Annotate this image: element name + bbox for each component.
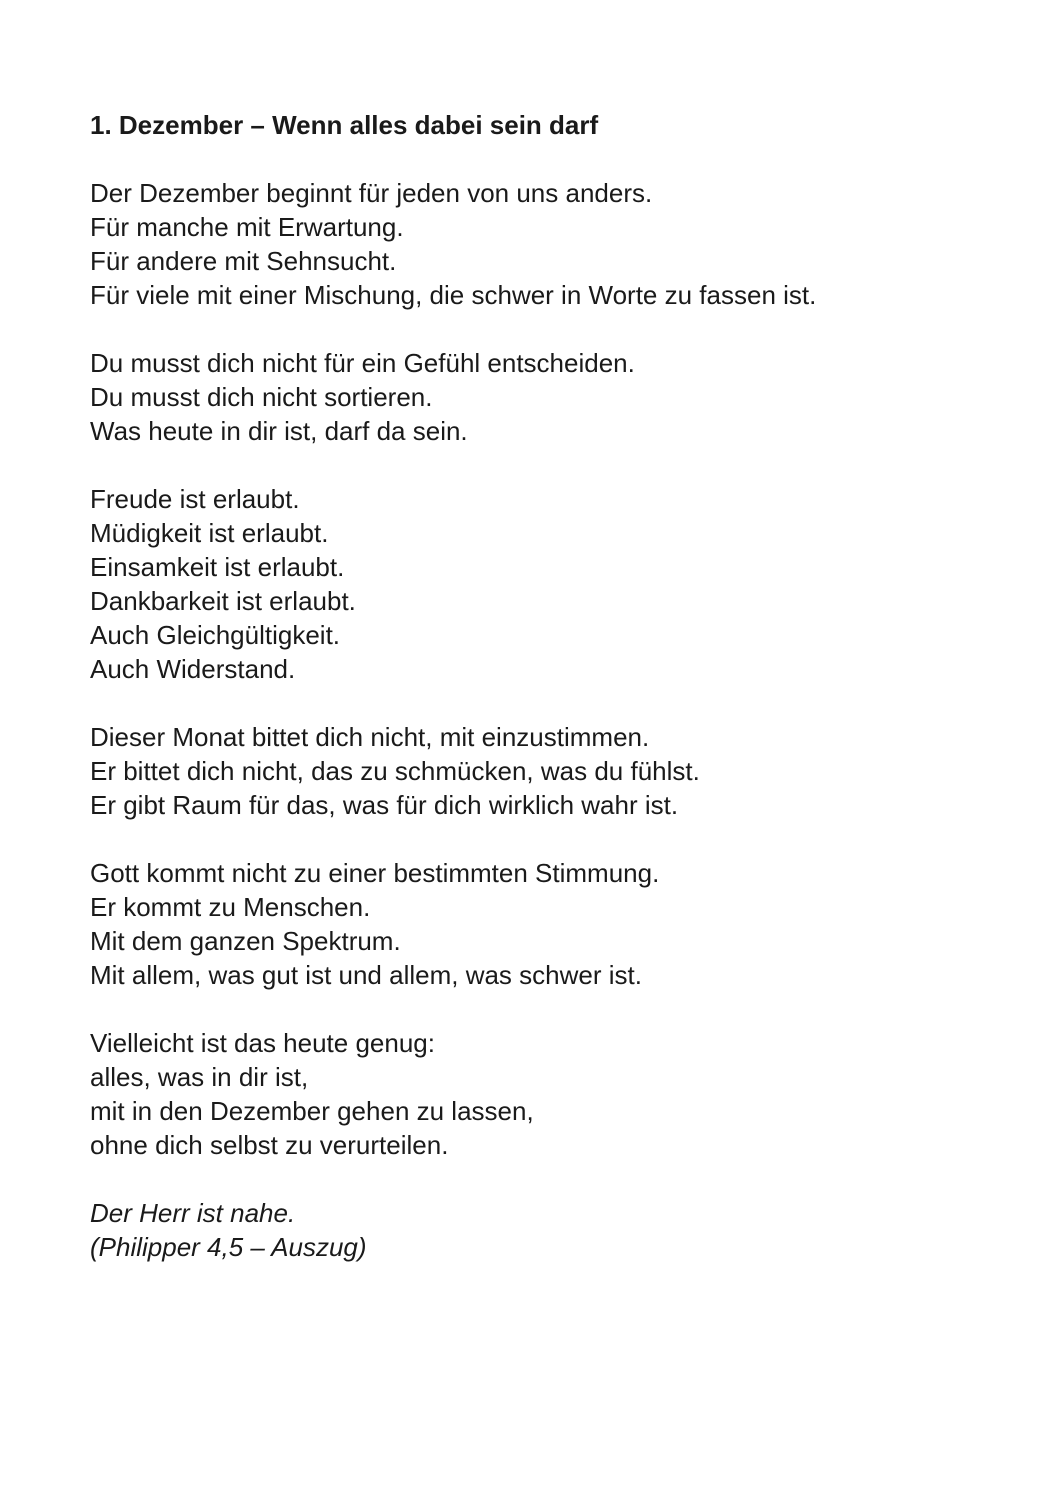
- stanza-line: ohne dich selbst zu verurteilen.: [90, 1130, 449, 1160]
- quote-text: Der Herr ist nahe.: [90, 1198, 296, 1228]
- stanza-line: Mit dem ganzen Spektrum.: [90, 926, 401, 956]
- stanza-line: Für manche mit Erwartung.: [90, 212, 404, 242]
- document-page: [90, 108, 990, 1298]
- stanza-line: Er bittet dich nicht, das zu schmücken, was du fühlst.: [90, 756, 700, 786]
- stanza-4: [90, 720, 990, 822]
- stanza-line: Müdigkeit ist erlaubt.: [90, 518, 329, 548]
- stanza-line: Der Dezember beginnt für jeden von uns anders.: [90, 178, 653, 208]
- stanza-line: Was heute in dir ist, darf da sein.: [90, 416, 468, 446]
- bible-quote: [90, 1196, 990, 1264]
- stanza-line: alles, was in dir ist,: [90, 1062, 309, 1092]
- stanza-5: [90, 856, 990, 992]
- stanza-line: mit in den Dezember gehen zu lassen,: [90, 1096, 534, 1126]
- stanza-line: Freude ist erlaubt.: [90, 484, 300, 514]
- stanza-line: Für andere mit Sehnsucht.: [90, 246, 397, 276]
- stanza-line: Mit allem, was gut ist und allem, was schwer ist.: [90, 960, 642, 990]
- stanza-line: Vielleicht ist das heute genug:: [90, 1028, 435, 1058]
- stanza-line: Einsamkeit ist erlaubt.: [90, 552, 345, 582]
- stanza-line: Für viele mit einer Mischung, die schwer in Worte zu fassen ist.: [90, 280, 817, 310]
- stanza-2: [90, 346, 990, 448]
- stanza-line: Auch Widerstand.: [90, 654, 296, 684]
- stanza-line: Dieser Monat bittet dich nicht, mit einzustimmen.: [90, 722, 650, 752]
- stanza-line: Dankbarkeit ist erlaubt.: [90, 586, 356, 616]
- stanza-1: [90, 176, 990, 312]
- stanza-line: Auch Gleichgültigkeit.: [90, 620, 341, 650]
- stanza-line: Du musst dich nicht sortieren.: [90, 382, 433, 412]
- stanza-line: Du musst dich nicht für ein Gefühl entscheiden.: [90, 348, 635, 378]
- quote-reference: (Philipper 4,5 – Auszug): [90, 1232, 367, 1262]
- stanza-line: Er gibt Raum für das, was für dich wirklich wahr ist.: [90, 790, 679, 820]
- stanza-line: Gott kommt nicht zu einer bestimmten Stimmung.: [90, 858, 660, 888]
- stanza-line: Er kommt zu Menschen.: [90, 892, 371, 922]
- stanza-3: [90, 482, 990, 686]
- document-title: 1. Dezember – Wenn alles dabei sein darf: [90, 110, 599, 140]
- stanza-6: [90, 1026, 990, 1162]
